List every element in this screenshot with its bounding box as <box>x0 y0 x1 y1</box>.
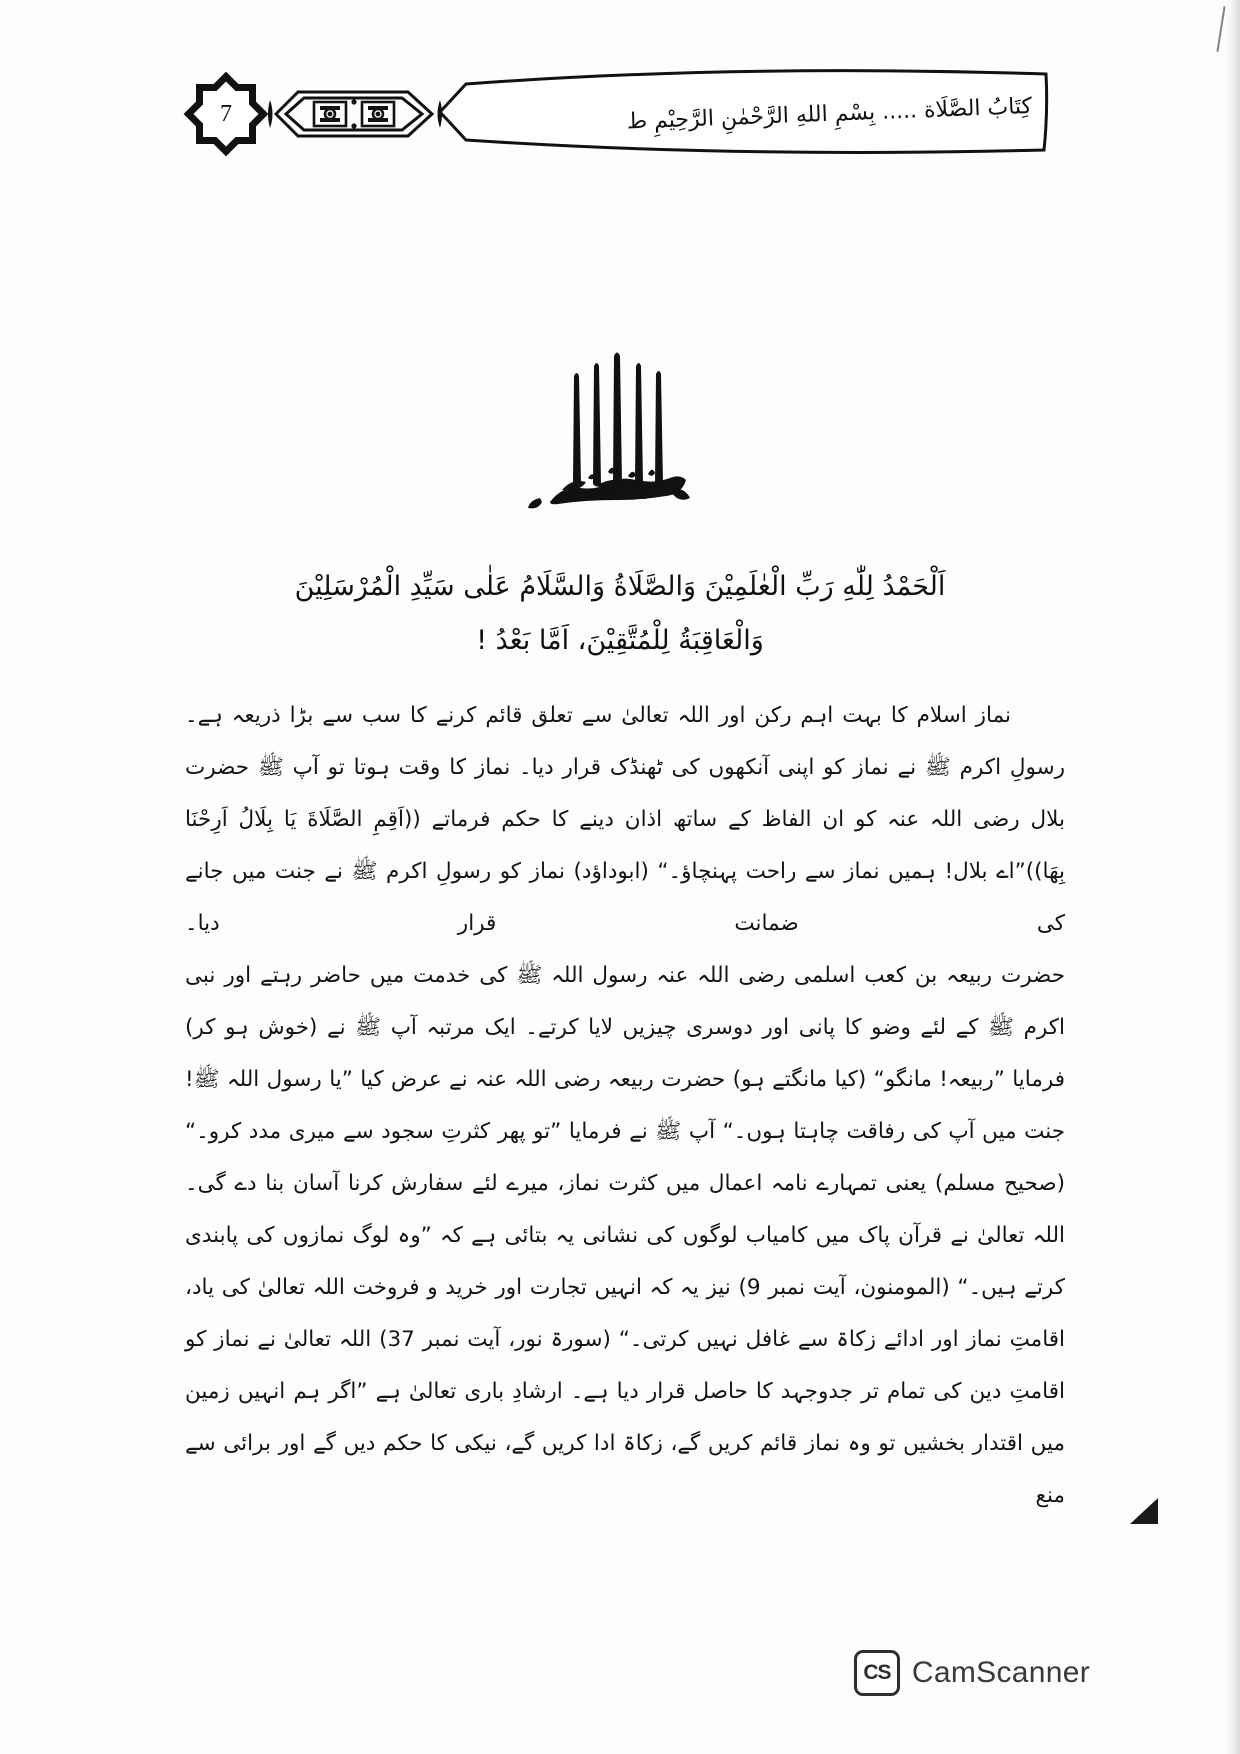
camscanner-label: CamScanner <box>911 1656 1090 1689</box>
page-number: 7 <box>220 100 232 127</box>
body-paragraph-1: نماز اسلام کا بہت اہم رکن اور اللہ تعالیٰ سے تعلق قائم کرنے کا سب سے بڑا ذریعہ ہے۔ رسولِ اکرم ﷺ نے نماز کو اپنی آنکھوں کی ٹھنڈک قرار دیا۔ نماز کا وقت ہوتا تو آپ ﷺ حضرت بلال رضی اللہ عنہ کو ان الفاظ کے ساتھ اذان دینے کا حکم فرماتے ((اَقِمِ الصَّلَاةَ یَا بِلَالُ اَرِحْنَا بِهَا))”اے بلال! ہمیں نماز سے راحت پہنچاؤ۔“ (ابوداؤد) نماز کو رسولِ اکرم ﷺ نے جنت میں جانے کی ضمانت قرار دیا۔ <box>185 703 1065 937</box>
header-banner-text: كِتَابُ الصَّلَاة ..... بِسْمِ اللهِ الرَّحْمٰنِ الرَّحِيْمِ ط <box>626 94 1033 135</box>
camscanner-watermark <box>854 1650 1090 1696</box>
scan-edge-shadow <box>1226 0 1240 1754</box>
header-banner <box>436 68 1050 158</box>
arabic-khutbah-heading <box>170 560 1070 668</box>
decorative-cartouche-ornament <box>268 86 444 142</box>
page-header <box>190 62 1050 158</box>
bismillah-calligraphy <box>0 330 1240 510</box>
page-number-rosette <box>190 78 262 150</box>
body-paragraph-2: حضرت ربیعہ بن کعب اسلمی رضی اللہ عنہ رسول اللہ ﷺ کی خدمت میں حاضر رہتے اور نبی اکرم ﷺ کے لئے وضو کا پانی اور دوسری چیزیں لایا کرتے۔ ایک مرتبہ آپ ﷺ نے (خوش ہو کر) فرمایا ”ربیعہ! مانگو“ (کیا مانگتے ہو) حضرت ربیعہ رضی اللہ عنہ نے عرض کیا ”یا رسول اللہ ﷺ! جنت میں آپ کی رفاقت چاہتا ہوں۔“ آپ ﷺ نے فرمایا ”تو پھر کثرتِ سجود سے میری مدد کرو۔“ (صحیح مسلم) یعنی تمہارے نامہ اعمال میں کثرت نماز، میرے لئے سفارش کرنا آسان بنا دے گی۔ اللہ تعالیٰ نے قرآن پاک میں کامیاب لوگوں کی نشانی یہ بتائی ہے کہ ”وہ لوگ نمازوں کی پابندی کرتے ہیں۔“ (المومنون، آیت نمبر 9) نیز یہ کہ انہیں تجارت اور خرید و فروخت اللہ تعالیٰ کی یاد، اقامتِ نماز اور ادائے زکاۃ سے غافل نہیں کرتی۔“ (سورۃ نور، آیت نمبر 37) اللہ تعالیٰ نے نماز کو اقامتِ دین کی تمام تر جدوجہد کا حاصل قرار دیا ہے۔ ارشادِ باری تعالیٰ ہے ”اگر ہم انہیں زمین میں اقتدار بخشیں تو وہ نماز قائم کریں گے، زکاۃ ادا کریں گے، نیکی کا حکم دیں گے اور برائی سے منع <box>185 963 1066 1509</box>
camscanner-logo-icon: CS <box>854 1650 900 1696</box>
urdu-body-text <box>185 690 1065 1522</box>
khutbah-line-2: وَالْعَاقِبَةُ لِلْمُتَّقِيْنَ، اَمَّا بَعْدُ ! <box>476 625 764 656</box>
scan-corner-artifact <box>1216 6 1225 52</box>
khutbah-line-1: اَلْحَمْدُ لِلّٰهِ رَبِّ الْعٰلَمِيْنَ وَالصَّلَاةُ وَالسَّلَامُ عَلٰى سَيِّدِ الْمُرْسَلِيْنَ <box>294 571 946 602</box>
scan-page-fold-corner <box>1130 1498 1158 1524</box>
